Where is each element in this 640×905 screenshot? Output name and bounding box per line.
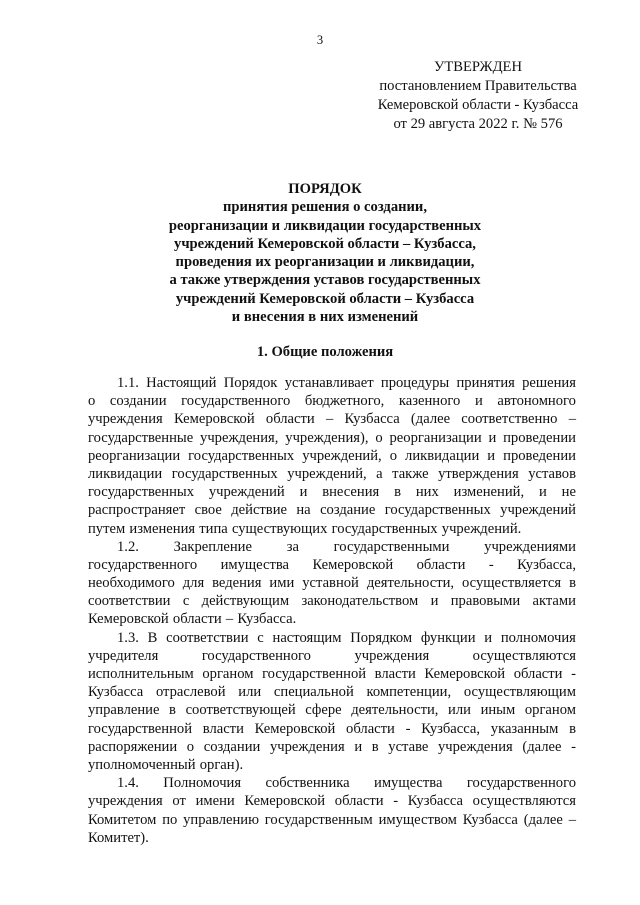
page-number: 3 [316,33,324,47]
word: о [389,447,398,464]
word: действие [231,502,287,519]
text-line [88,574,576,592]
word: области [334,793,384,810]
word: отраслевой [155,684,226,701]
title-line: проведения их реорганизации и ликвидации, [175,254,475,271]
word: Кемеровской [88,611,169,628]
word: – [225,611,234,628]
word: государственным [264,811,373,828]
word: компетенции, [366,684,452,701]
text-line [88,665,576,683]
word: за [286,538,299,555]
word: государственного [88,556,198,573]
word: о [186,738,195,755]
word: изменений, [453,484,525,501]
word: и [538,484,547,501]
word: 1.2. [117,538,139,555]
word: области [172,611,222,628]
word: изменения [129,520,196,537]
word: - [405,720,411,737]
word: Настоящий [146,375,217,391]
word: соответствии [88,593,171,610]
approval-line: Кемеровской области - Кузбасса [377,97,579,113]
text-line [88,592,576,610]
text-line [88,683,576,701]
word: учреждений, [287,465,367,482]
word: органом [202,666,254,682]
word: Кузбасса [462,811,518,828]
word: имущества [374,775,443,792]
word: учреждений, [302,447,382,464]
text-line [88,483,576,501]
word: Кузбасса, [517,556,576,573]
word: исполнительным [88,666,194,682]
word: осуществляются [472,647,576,664]
word: государственного [181,393,291,410]
word: создание [320,502,376,519]
word: решения [522,375,576,391]
document-title [60,180,590,326]
word: Кемеровской [173,411,255,428]
word: осуществляются [472,793,576,810]
word: в [569,720,576,737]
word: государственных [188,447,295,464]
word: – [568,811,576,828]
title-line: а также утверждения уставов государственных [169,272,481,289]
word: утверждения [438,465,519,482]
word: Кемеровской [254,720,336,737]
word: настоящим [272,629,342,646]
word: реорганизации [88,447,181,464]
word: имени [195,793,235,810]
word: государственных [88,484,195,501]
word: государственные [88,429,194,446]
word: автономного [497,393,576,410]
word: актами [532,593,576,610]
text-line [88,501,576,519]
word: для [182,575,205,592]
word: а [376,465,383,482]
word: государственных [171,465,278,482]
word: учреждения), [285,429,369,446]
word: проведении [503,429,576,446]
word: и [299,484,308,501]
word: распоряжении [88,738,178,755]
word: собственника [265,775,350,792]
word: о [88,393,96,410]
word: 1.3. [117,629,139,646]
word: правовыми [450,593,521,610]
approval-line: постановлением Правительства [379,78,577,94]
text-line [88,410,576,428]
word: и [430,593,439,610]
word: Кузбасса [88,684,144,701]
word: распространяет [88,502,186,519]
text-line [88,720,576,738]
word: ими [269,575,295,592]
word: от [172,793,186,810]
text-line [88,610,576,628]
word: учреждений [500,502,576,519]
text-line [88,756,576,774]
word: или [238,684,262,701]
text-line [88,520,576,538]
word: и [474,393,483,410]
word: Закрепление [173,538,252,555]
word: уставе [388,738,429,755]
word: полномочия [500,629,576,646]
word: учреждения [269,738,345,755]
word: области [513,666,563,682]
word: устанавливает [284,375,374,391]
word: Комитетом [88,811,157,828]
word: (далее [522,738,562,755]
word: в [569,575,576,592]
text-line [88,538,576,556]
word: - [571,738,576,755]
word: функции [420,629,476,646]
word: сфере [305,702,342,719]
word: имущества [220,556,290,573]
word: свое [194,502,222,519]
word: по [162,811,178,828]
word: них [415,484,439,501]
word: и [484,629,493,646]
word: путем [88,520,126,537]
word: орган). [199,756,244,773]
approval-stamp [358,58,598,134]
text-line [88,792,576,810]
word: ведения [212,575,262,592]
word: создании [109,393,167,410]
word: специальной [273,684,354,701]
word: действующим [201,593,290,610]
text-line [88,629,576,647]
word: государственного [466,775,576,792]
word: Кузбасса [407,793,463,810]
word: – [568,411,576,428]
approval-line: от 29 августа 2022 г. № 576 [393,116,563,132]
word: уставов [528,465,576,482]
word: учредителя [88,647,159,664]
word: законодательством [301,593,419,610]
word: Комитет). [88,829,149,846]
word: в [371,738,379,755]
word: Порядком [350,629,413,646]
text-line [88,465,576,483]
word: государственной [262,666,367,682]
word: реорганизации [389,429,482,446]
title-line: реорганизации и ликвидации государственных [168,217,482,234]
word: - [571,666,576,682]
word: учреждения [354,647,430,664]
word: Полномочия [163,775,242,792]
word: – [325,411,334,428]
word: учреждения, [200,429,279,446]
word: казенного [398,393,461,410]
text-line [88,829,576,847]
word: Порядок [223,375,278,391]
word: иным [480,702,516,719]
word: и [488,429,497,446]
word: управление [88,702,160,719]
word: 1.1. [117,375,139,391]
word: государственной [88,720,193,737]
word: не [561,484,576,501]
word: или [448,702,471,719]
word: типа [199,520,228,537]
word: на [296,502,311,519]
word: внесения [322,484,380,501]
word: Кузбасса [344,411,400,428]
word: имуществом [378,811,457,828]
word: уполномоченный [88,756,196,773]
word: власти [202,720,244,737]
text-line [88,738,576,756]
word: бюджетного, [304,393,385,410]
word: учреждения [438,738,513,755]
word: В [147,629,158,646]
word: в [169,702,176,719]
word: осуществляющим [463,684,576,701]
word: области [416,556,466,573]
word: органом [524,702,576,719]
word: проведении [503,447,576,464]
word: в [394,484,402,501]
word: с [257,629,264,646]
text-line [88,374,576,392]
word: о [375,429,383,446]
title-line: принятия решения о создании, [223,199,427,216]
text-line [88,774,576,792]
title-line: и внесения в них изменений [231,309,419,326]
word: принятия [456,375,515,391]
text-line [88,556,576,574]
word: с [182,593,190,610]
word: соответствующей [185,702,296,719]
word: государственных [331,520,438,537]
word: и [354,738,363,755]
word: (далее [410,411,451,428]
title-line: учреждений Кемеровской области – Кузбасса, [174,235,476,252]
word: области [346,720,395,737]
title-line: учреждений Кемеровской области – Кузбасса [175,290,475,307]
word: осуществляется [462,575,562,592]
section-heading: 1. Общие положения [256,344,394,360]
text-line [88,811,576,829]
word: управлению [183,811,259,828]
word: государственных [384,502,491,519]
word: и [487,447,496,464]
word: учреждениями [484,538,576,555]
word: - [393,793,399,810]
word: уставной [302,575,359,592]
word: создании [203,738,261,755]
word: также [392,465,429,482]
word: указанным [490,720,559,737]
word: процедуры [380,375,450,391]
word: Кемеровской [244,793,326,810]
word: необходимого [88,575,175,592]
text-line [88,429,576,447]
word: деятельности, [366,575,455,592]
word: (далее [523,811,563,828]
text-line [88,647,576,665]
word: учреждения [88,411,163,428]
word: соответственно [461,411,558,428]
word: учреждений [208,484,285,501]
word: Кузбасса, [421,720,481,737]
approval-line: УТВЕРЖДЕН [434,59,522,75]
word: деятельности, [351,702,439,719]
title-line: ПОРЯДОК [288,181,362,197]
word: учреждений. [441,520,522,537]
word: власти [374,666,416,682]
word: существующих [231,520,328,537]
text-line [88,447,576,465]
body-text [88,374,576,847]
text-line [88,701,576,719]
word: 1.4. [117,775,139,792]
word: Кемеровской [312,556,394,573]
word: Кемеровской [424,666,506,682]
word: ликвидации [405,447,480,464]
text-line [88,392,576,410]
word: Кузбасса. [237,611,297,628]
word: государственного [201,647,311,664]
word: учреждения [88,793,163,810]
word: области [265,411,315,428]
word: - [488,556,494,573]
word: ликвидации [88,465,163,482]
word: государственными [333,538,450,555]
word: соответствии [166,629,249,646]
